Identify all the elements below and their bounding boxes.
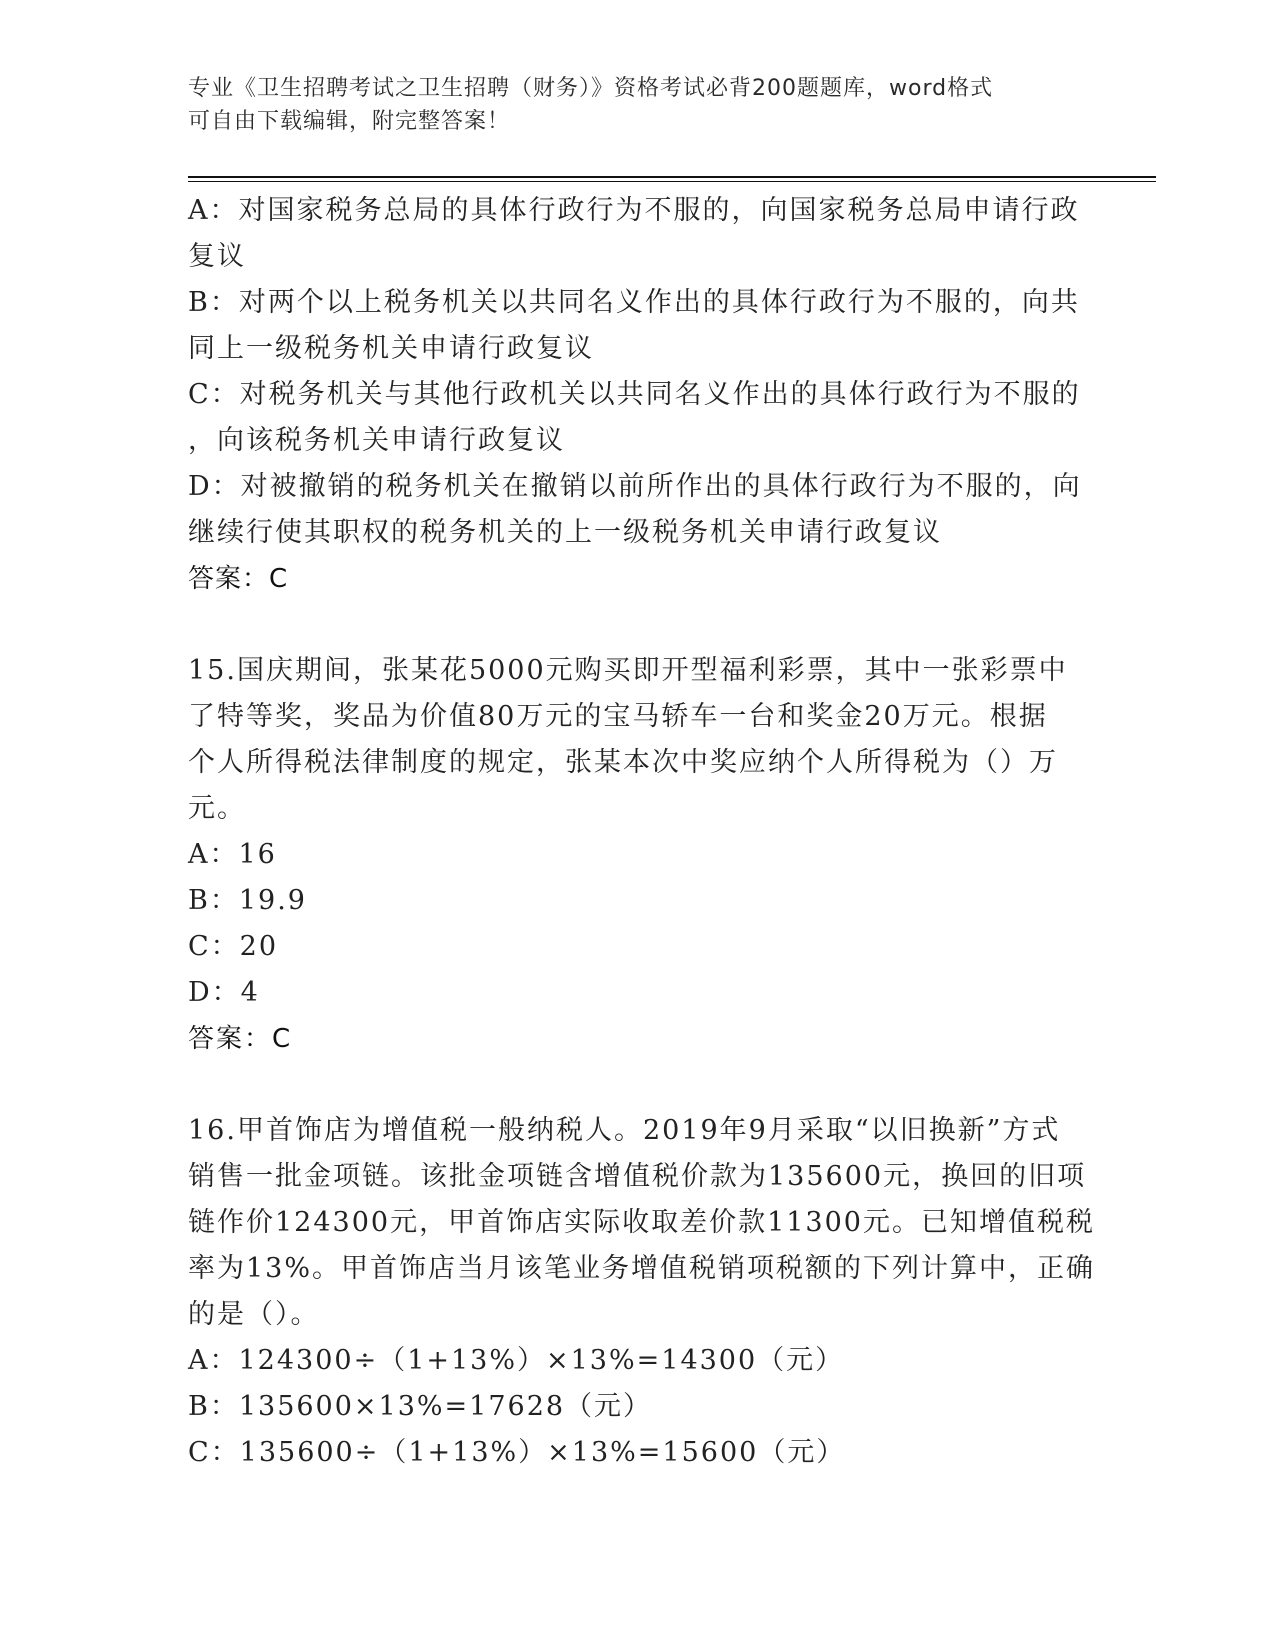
option-d-line-2: 继续行使其职权的税务机关的上一级税务机关申请行政复议 <box>188 517 942 548</box>
question-16-option-c: C：135600÷（1+13%）×13%=15600（元） <box>188 1437 846 1468</box>
spacer <box>188 602 1068 648</box>
question-15-line-3: 个人所得税法律制度的规定，张某本次中奖应纳个人所得税为（）万 <box>188 747 1058 778</box>
question-15-option-b: B：19.9 <box>188 885 307 916</box>
question-15 <box>188 648 1068 1062</box>
question-16-line-3: 链作价124300元，甲首饰店实际收取差价款11300元。已知增值税税 <box>188 1207 1095 1238</box>
question-16-line-4: 率为13%。甲首饰店当月该笔业务增值税销项税额的下列计算中，正确 <box>188 1253 1096 1284</box>
question-16-line-5: 的是（）。 <box>188 1299 320 1330</box>
header-line-2: 可自由下载编辑，附完整答案！ <box>188 109 511 134</box>
question-16-option-b: B：135600×13%=17628（元） <box>188 1391 653 1422</box>
header-rule-thin <box>188 181 1156 182</box>
header-rule-thick <box>188 176 1156 178</box>
option-d-line-1: D：对被撤销的税务机关在撤销以前所作出的具体行政行为不服的，向 <box>188 471 1082 502</box>
question-15-answer: 答案：C <box>188 1024 293 1054</box>
question-15-line-2: 了特等奖，奖品为价值80万元的宝马轿车一台和奖金20万元。根据 <box>188 701 1048 732</box>
header-line-1: 专业《卫生招聘考试之卫生招聘（财务）》资格考试必背200题题库，word格式 <box>188 76 994 101</box>
question-15-option-d: D：4 <box>188 977 260 1008</box>
spacer <box>188 1062 1068 1108</box>
question-16-line-1: 16.甲首饰店为增值税一般纳税人。2019年9月采取“以旧换新”方式 <box>188 1115 1061 1146</box>
option-c-line-2: ，向该税务机关申请行政复议 <box>188 425 565 456</box>
question-15-option-c: C：20 <box>188 931 279 962</box>
question-15-line-1: 15.国庆期间，张某花5000元购买即开型福利彩票，其中一张彩票中 <box>188 655 1068 686</box>
option-a-line-2: 复议 <box>188 241 246 272</box>
question-14-options <box>188 188 1082 602</box>
option-c-line-1: C：对税务机关与其他行政机关以共同名义作出的具体行政行为不服的 <box>188 379 1081 410</box>
option-a-line-1: A：对国家税务总局的具体行政行为不服的，向国家税务总局申请行政 <box>188 195 1080 226</box>
question-16 <box>188 1108 1096 1476</box>
option-b-line-1: B：对两个以上税务机关以共同名义作出的具体行政行为不服的，向共 <box>188 287 1080 318</box>
document-body <box>188 188 1096 1476</box>
question-16-option-a: A：124300÷（1+13%）×13%=14300（元） <box>188 1345 845 1376</box>
option-b-line-2: 同上一级税务机关申请行政复议 <box>188 333 594 364</box>
document-header <box>188 72 1068 138</box>
question-15-line-4: 元。 <box>188 793 246 824</box>
question-16-line-2: 销售一批金项链。该批金项链含增值税价款为135600元，换回的旧项 <box>188 1161 1087 1192</box>
question-15-option-a: A：16 <box>188 839 277 870</box>
question-14-answer: 答案：C <box>188 564 289 594</box>
